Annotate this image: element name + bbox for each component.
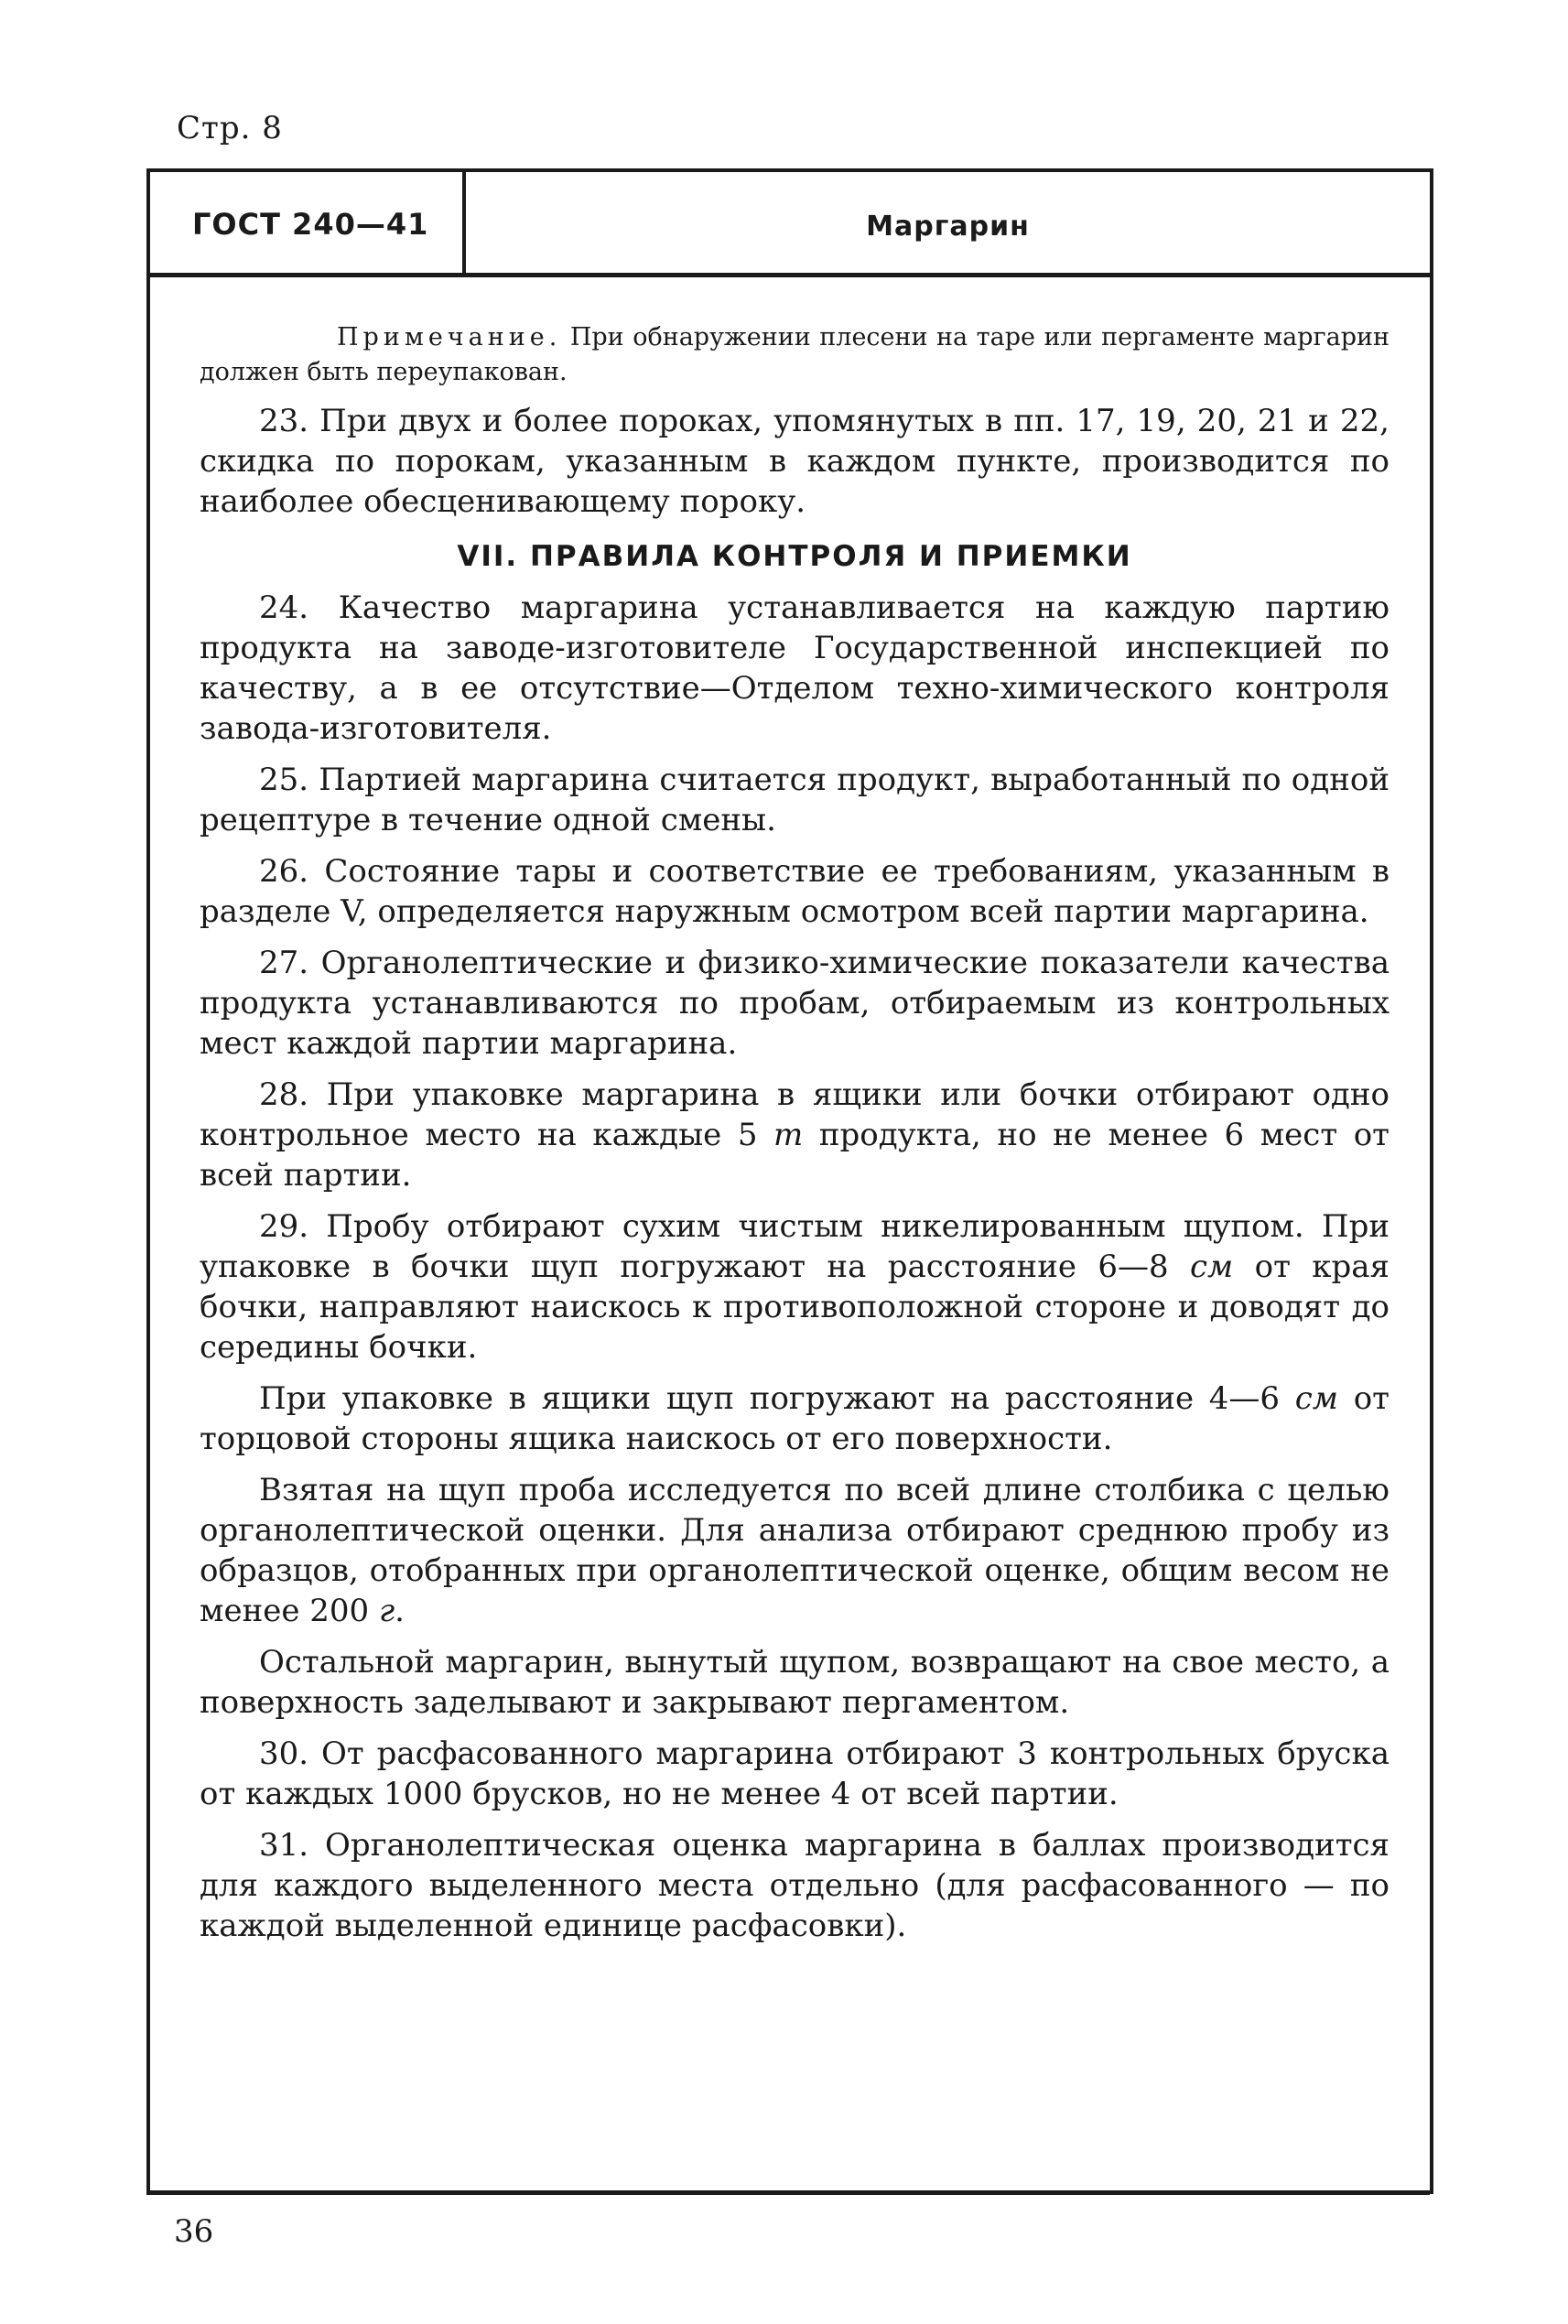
p29-text-b: от края бочки, направляют наискось к противоположной стороне и доводят до середины бочки. bbox=[200, 1248, 1390, 1366]
document-title: Маргарин bbox=[866, 211, 1030, 243]
note-label: Примечание. bbox=[337, 323, 562, 351]
paragraph-26: 26. Состояние тары и соответствие ее требованиям, указанным в разделе V, определяется наружным осмотром всей партии маргарина. bbox=[200, 853, 1390, 930]
paragraph-23: 23. При двух и более пороках, упомянутых в пп. 17, 19, 20, 21 и 22, скидка по порокам, указанным в каждом пункте, производится по наиболее обесценивающему пороку. bbox=[200, 403, 1390, 520]
page-label: Стр. 8 bbox=[177, 110, 283, 146]
paragraph-28 bbox=[200, 1075, 1390, 1195]
p29c-unit: см bbox=[1294, 1380, 1338, 1417]
bottom-rule bbox=[146, 2190, 1430, 2195]
standard-number: ГОСТ 240—41 bbox=[192, 207, 429, 242]
p28-text-a: 28. При упаковке маргарина в ящики или бочки отбирают одно контрольное место на каждые 5 bbox=[200, 1076, 1390, 1153]
p29-unit: см bbox=[1190, 1248, 1234, 1285]
p29c-text-b: от торцовой стороны ящика наискось от его поверхности. bbox=[200, 1380, 1390, 1457]
p29d-unit: г bbox=[378, 1593, 395, 1629]
paragraph-31: 31. Органолептическая оценка маргарина в баллах производится для каждого выделенного места отдельно (для расфасованного — по каждой выделенной единице расфасовки). bbox=[200, 1827, 1390, 1944]
paragraph-27: 27. Органолептические и физико-химические показатели качества продукта устанавливаются по пробам, отбираемым из контрольных мест каждой партии маргарина. bbox=[200, 945, 1390, 1062]
p29c-text-a: При упаковке в ящики щуп погружают на расстояние 4—6 bbox=[259, 1380, 1295, 1417]
paragraph-29 bbox=[200, 1206, 1390, 1367]
p29d-text-a: Взятая на щуп проба исследуется по всей длине столбика с целью органолептической оценки. Для анализа отбирают среднюю пробу из образцов, отобранных при органолептической оценке, общим весом не менее 200 bbox=[200, 1472, 1390, 1629]
document-body bbox=[200, 320, 1390, 1946]
p29d-text-b: . bbox=[395, 1593, 405, 1629]
p28-text-b: продукта, но не менее 6 мест от всей партии. bbox=[200, 1117, 1390, 1194]
note-text: При обнаружении плесени на таре или пергаменте маргарин должен быть переупакован. bbox=[200, 323, 1390, 386]
header-rule bbox=[146, 273, 1430, 277]
paragraph-25: 25. Партией маргарина считается продукт, выработанный по одной рецептуре в течение одной смены. bbox=[200, 762, 1390, 838]
paragraph-29-rest: Остальной маргарин, вынутый щупом, возвращают на свое место, а поверхность заделывают и закрывают пергаментом. bbox=[200, 1644, 1390, 1721]
paragraph-24: 24. Качество маргарина устанавливается на каждую партию продукта на заводе-изготовителе Государственной инспекцией по качеству, а в ее отсутствие—Отделом техно-химического контроля завода-изготовителя. bbox=[200, 589, 1390, 747]
page-number: 36 bbox=[174, 2213, 214, 2250]
paragraph-29-sample bbox=[200, 1470, 1390, 1631]
paragraph-29-continued bbox=[200, 1378, 1390, 1459]
paragraph-30: 30. От расфасованного маргарина отбирают 3 контрольных бруска от каждых 1000 брусков, но не менее 4 от всей партии. bbox=[200, 1735, 1390, 1812]
document-header bbox=[146, 172, 1430, 278]
p28-unit: т bbox=[773, 1117, 804, 1153]
note bbox=[200, 320, 1390, 390]
p29-text-a: 29. Пробу отбирают сухим чистым никелированным щупом. При упаковке в бочки щуп погружают на расстояние 6—8 bbox=[200, 1208, 1390, 1285]
section-title: VII. ПРАВИЛА КОНТРОЛЯ И ПРИЕМКИ bbox=[457, 540, 1132, 573]
